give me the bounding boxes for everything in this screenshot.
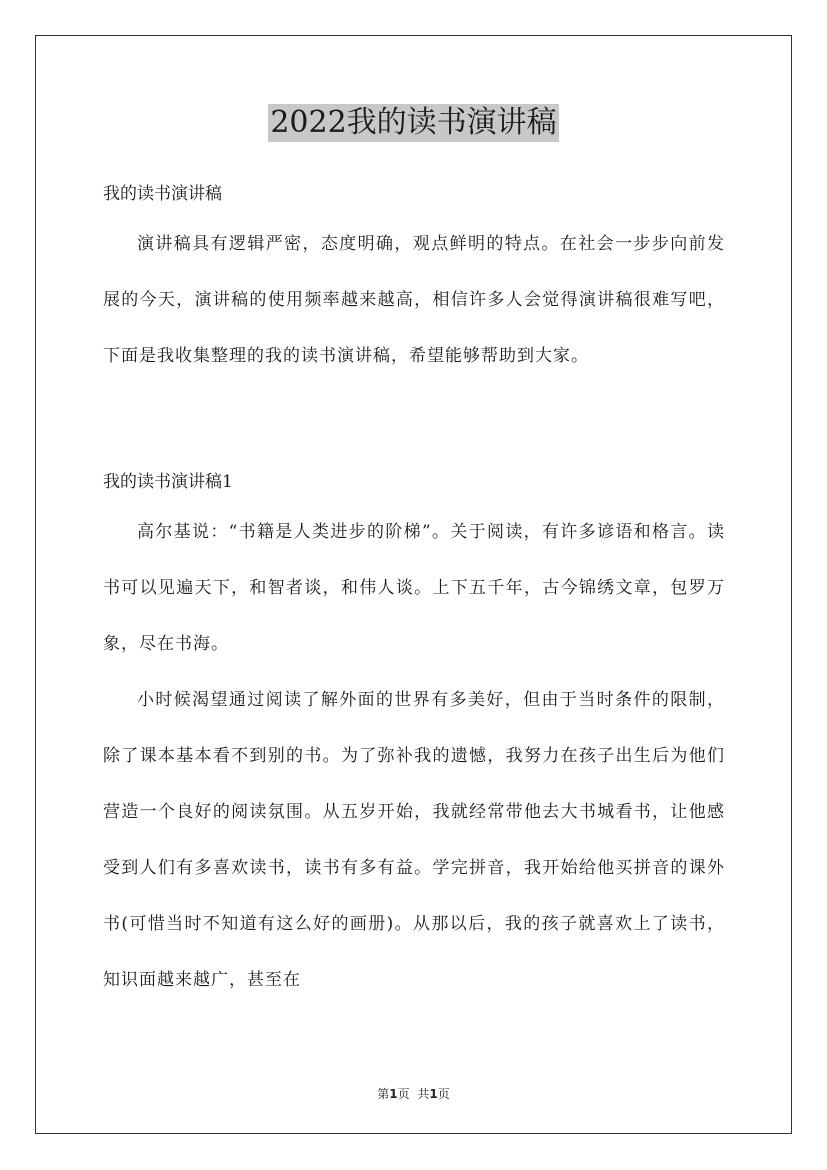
title-container <box>0 104 827 142</box>
section-1-heading: 我的读书演讲稿1 <box>103 472 233 492</box>
document-title: 2022我的读书演讲稿 <box>270 105 557 140</box>
footer-page-suffix: 页 <box>397 1087 410 1101</box>
page-footer <box>0 1085 827 1102</box>
section-1-paragraph-2: 小时候渴望通过阅读了解外面的世界有多美好，但由于当时条件的限制，除了课本基本看不到别的书。为了弥补我的遗憾，我努力在孩子出生后为他们营造一个良好的阅读氛围。从五岁开始，我就经常带他去大书城看书，让他感受到人们有多喜欢读书，读书有多有益。学完拼音，我开始给他买拼音的课外书(可惜当时不知道有这么好的画册)。从那以后，我的孩子就喜欢上了读书，知识面越来越广，甚至在 <box>103 690 725 990</box>
intro-paragraph: 演讲稿具有逻辑严密，态度明确，观点鲜明的特点。在社会一步步向前发展的今天，演讲稿的使用频率越来越高，相信许多人会觉得演讲稿很难写吧，下面是我收集整理的我的读书演讲稿，希望能够帮助到大家。 <box>103 234 725 366</box>
footer-page-prefix: 第 <box>377 1087 390 1101</box>
section-1-paragraph-1: 高尔基说：“书籍是人类进步的阶梯”。关于阅读，有许多谚语和格言。读书可以见遍天下，和智者谈，和伟人谈。上下五千年，古今锦绣文章，包罗万象，尽在书海。 <box>103 522 725 654</box>
footer-total-suffix: 页 <box>437 1087 450 1101</box>
footer-page-number: 1 <box>389 1087 398 1101</box>
intro-heading: 我的读书演讲稿 <box>103 184 222 204</box>
footer-total-prefix: 共 <box>417 1087 430 1101</box>
footer-total-pages: 1 <box>429 1087 438 1101</box>
document-body <box>103 172 725 1008</box>
